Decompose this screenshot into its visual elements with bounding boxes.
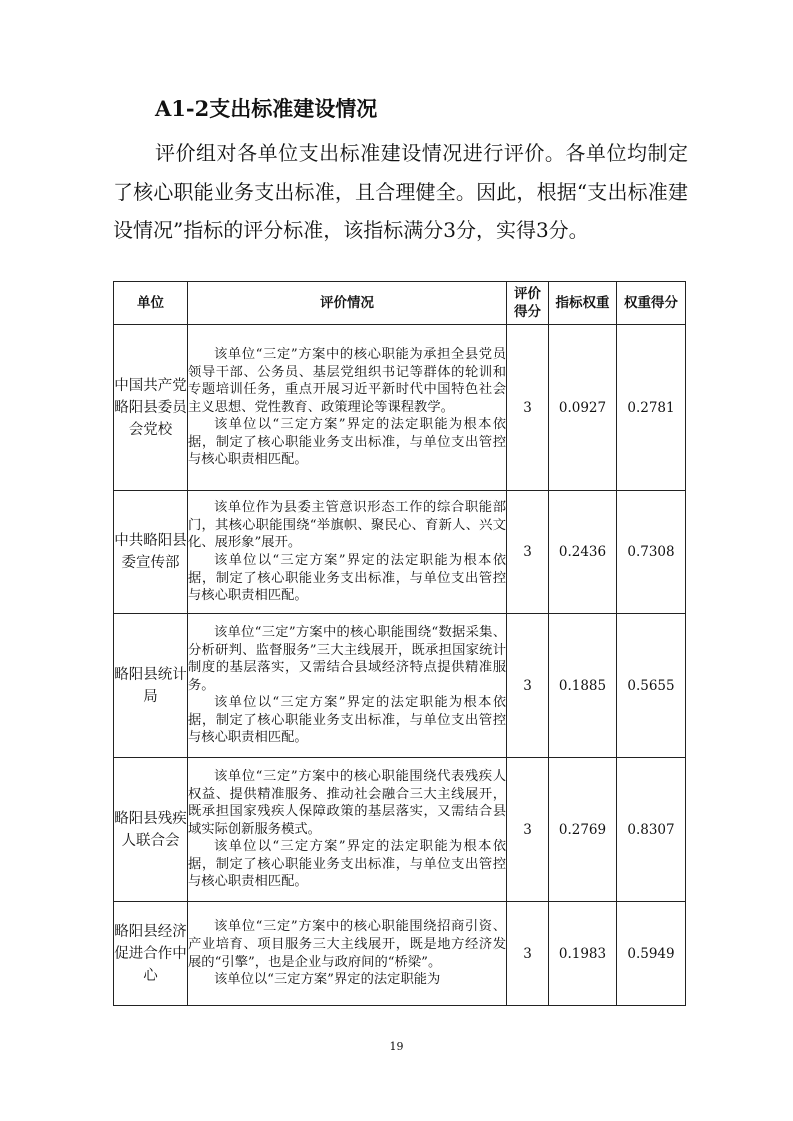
evaluation-cell	[188, 491, 507, 614]
evaluation-table	[113, 281, 686, 1006]
unit-cell: 略阳县残疾人联合会	[114, 758, 188, 902]
score-cell: 3	[507, 902, 549, 1006]
table-row	[114, 614, 686, 758]
section-heading: A1-2支出标准建设情况	[155, 96, 378, 121]
evaluation-text: 该单位以“三定方案”界定的法定职能为根本依据，制定了核心职能业务支出标准，与单位支出管控与核心职责相匹配。	[188, 839, 506, 890]
evaluation-text: 该单位“三定”方案中的核心职能为承担全县党员领导干部、公务员、基层党组织书记等群体的轮训和专题培训任务，重点开展习近平新时代中国特色社会主义思想、党性教育、政策理论等课程教学。	[188, 346, 506, 415]
evaluation-cell	[188, 614, 507, 758]
evaluation-text: 该单位作为县委主管意识形态工作的综合职能部门，其核心职能围绕“举旗帜、聚民心、育新人、兴文化、展形象”展开。	[188, 500, 506, 551]
evaluation-text: 该单位“三定”方案中的核心职能围绕“数据采集、分析研判、监督服务”三大主线展开，既承担国家统计制度的基层落实，又需结合县域经济特点提供精准服务。	[188, 624, 506, 693]
weighted-score-cell: 0.7308	[617, 491, 686, 614]
weighted-score-cell: 0.2781	[617, 325, 686, 491]
header-weighted-score: 权重得分	[617, 282, 686, 325]
weight-cell: 0.1983	[549, 902, 617, 1006]
weight-cell: 0.1885	[549, 614, 617, 758]
evaluation-text: 该单位以“三定方案”界定的法定职能为	[214, 972, 441, 988]
evaluation-text: 该单位“三定”方案中的核心职能围绕代表残疾人权益、提供精准服务、推动社会融合三大主线展开，既承担国家残疾人保障政策的基层落实，又需结合县域实际创新服务模式。	[188, 768, 506, 837]
evaluation-cell	[188, 758, 507, 902]
unit-cell: 中共略阳县委宣传部	[114, 491, 188, 614]
header-unit: 单位	[114, 282, 188, 325]
evaluation-cell	[188, 325, 507, 491]
body-paragraph	[113, 134, 688, 250]
table-header-row	[114, 282, 686, 325]
weighted-score-cell: 0.5949	[617, 902, 686, 1006]
unit-cell: 略阳县统计局	[114, 614, 188, 758]
header-evaluation: 评价情况	[188, 282, 507, 325]
score-cell: 3	[507, 325, 549, 491]
paragraph-text: 评价组对各单位支出标准建设情况进行评价。各单位均制定了核心职能业务支出标准，且合理健全。因此，根据“支出标准建设情况”指标的评分标准，该指标满分3分，实得3分。	[113, 141, 688, 242]
table-row	[114, 325, 686, 491]
evaluation-text: 该单位以“三定方案”界定的法定职能为根本依据，制定了核心职能业务支出标准，与单位支出管控与核心职责相匹配。	[188, 417, 506, 468]
score-cell: 3	[507, 614, 549, 758]
score-cell: 3	[507, 491, 549, 614]
table-row	[114, 902, 686, 1006]
weight-cell: 0.2769	[549, 758, 617, 902]
evaluation-text: 该单位以“三定方案”界定的法定职能为根本依据，制定了核心职能业务支出标准，与单位支出管控与核心职责相匹配。	[188, 695, 506, 746]
page-number: 19	[389, 1040, 404, 1053]
unit-cell: 中国共产党略阳县委员会党校	[114, 325, 188, 491]
weighted-score-cell: 0.8307	[617, 758, 686, 902]
evaluation-text: 该单位以“三定方案”界定的法定职能为根本依据，制定了核心职能业务支出标准，与单位支出管控与核心职责相匹配。	[188, 553, 506, 604]
table-row	[114, 758, 686, 902]
evaluation-cell	[188, 902, 507, 1006]
weighted-score-cell: 0.5655	[617, 614, 686, 758]
score-cell: 3	[507, 758, 549, 902]
weight-cell: 0.2436	[549, 491, 617, 614]
header-weight: 指标权重	[549, 282, 617, 325]
table-row	[114, 491, 686, 614]
weight-cell: 0.0927	[549, 325, 617, 491]
evaluation-text: 该单位“三定”方案中的核心职能围绕招商引资、产业培育、项目服务三大主线展开，既是地方经济发展的“引擎”，也是企业与政府间的“桥梁”。	[188, 919, 506, 970]
header-score: 评价得分	[507, 282, 549, 325]
unit-cell: 略阳县经济促进合作中心	[114, 902, 188, 1006]
